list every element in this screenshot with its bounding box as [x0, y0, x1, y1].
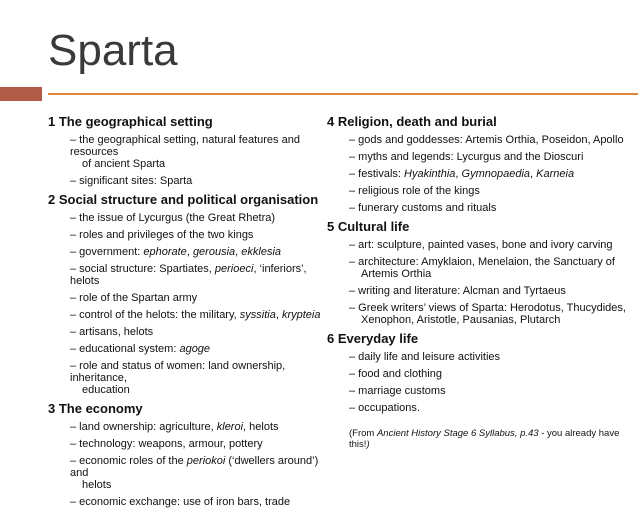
section-heading: 3 The economy	[48, 401, 143, 416]
list-item: – food and clothing	[349, 368, 442, 380]
list-item: – marriage customs	[349, 385, 446, 397]
section-heading: 6 Everyday life	[327, 331, 419, 346]
list-item: – land ownership: agriculture, kleroi, helots	[70, 421, 279, 433]
list-item: – writing and literature: Alcman and Tyrtaeus	[349, 285, 566, 297]
list-item: – Greek writers’ views of Sparta: Herodotus, Thucydides, Xenophon, Aristotle, Pausanias, Plutarch	[349, 302, 626, 326]
list-item: – festivals: Hyakinthia, Gymnopaedia, Karneia	[349, 168, 575, 180]
list-item: – economic roles of the periokoi (‘dwellers around’) and helots	[70, 455, 319, 491]
list-item: – occupations.	[349, 402, 420, 414]
list-item: – gods and goddesses: Artemis Orthia, Poseidon, Apollo	[349, 134, 624, 146]
list-item: – roles and privileges of the two kings	[70, 229, 254, 241]
list-item: – religious role of the kings	[349, 185, 480, 197]
list-item: – the geographical setting, natural features and resources of ancient Sparta	[70, 134, 300, 170]
list-item: – economic exchange: use of iron bars, trade	[70, 496, 291, 508]
list-item: – artisans, helots	[70, 326, 154, 338]
list-item: – daily life and leisure activities	[349, 351, 501, 363]
section-heading: 1 The geographical setting	[48, 114, 213, 129]
list-item: – control of the helots: the military, syssitia, krypteia	[70, 309, 321, 321]
section-heading: 5 Cultural life	[327, 219, 410, 234]
list-item: – significant sites: Sparta	[70, 175, 193, 187]
list-item: – social structure: Spartiates, perioeci, ‘inferiors’, helots	[70, 263, 307, 287]
list-item: – the issue of Lycurgus (the Great Rhetra)	[70, 212, 276, 224]
left-column	[48, 114, 323, 513]
list-item: – role of the Spartan army	[70, 292, 198, 304]
section-heading: 4 Religion, death and burial	[327, 114, 497, 129]
list-item: – government: ephorate, gerousia, ekklesia	[70, 246, 282, 258]
list-item: – technology: weapons, armour, pottery	[70, 438, 263, 450]
title-underline	[48, 93, 638, 95]
list-item: – art: sculpture, painted vases, bone and ivory carving	[349, 239, 613, 251]
list-item: – funerary customs and rituals	[349, 202, 497, 214]
slide-title: Sparta	[48, 26, 178, 75]
section-heading: 2 Social structure and political organisation	[48, 192, 319, 207]
list-item: – architecture: Amyklaion, Menelaion, the Sanctuary of Artemis Orthia	[349, 256, 615, 280]
syllabus-note: (From Ancient History Stage 6 Syllabus, p.43 - you already have this!)	[349, 428, 620, 450]
list-item: – educational system: agoge	[70, 343, 211, 355]
list-item: – role and status of women: land ownership, inheritance, education	[70, 360, 286, 396]
title-accent-block	[0, 87, 42, 101]
right-column	[327, 114, 627, 450]
list-item: – myths and legends: Lycurgus and the Dioscuri	[349, 151, 584, 163]
